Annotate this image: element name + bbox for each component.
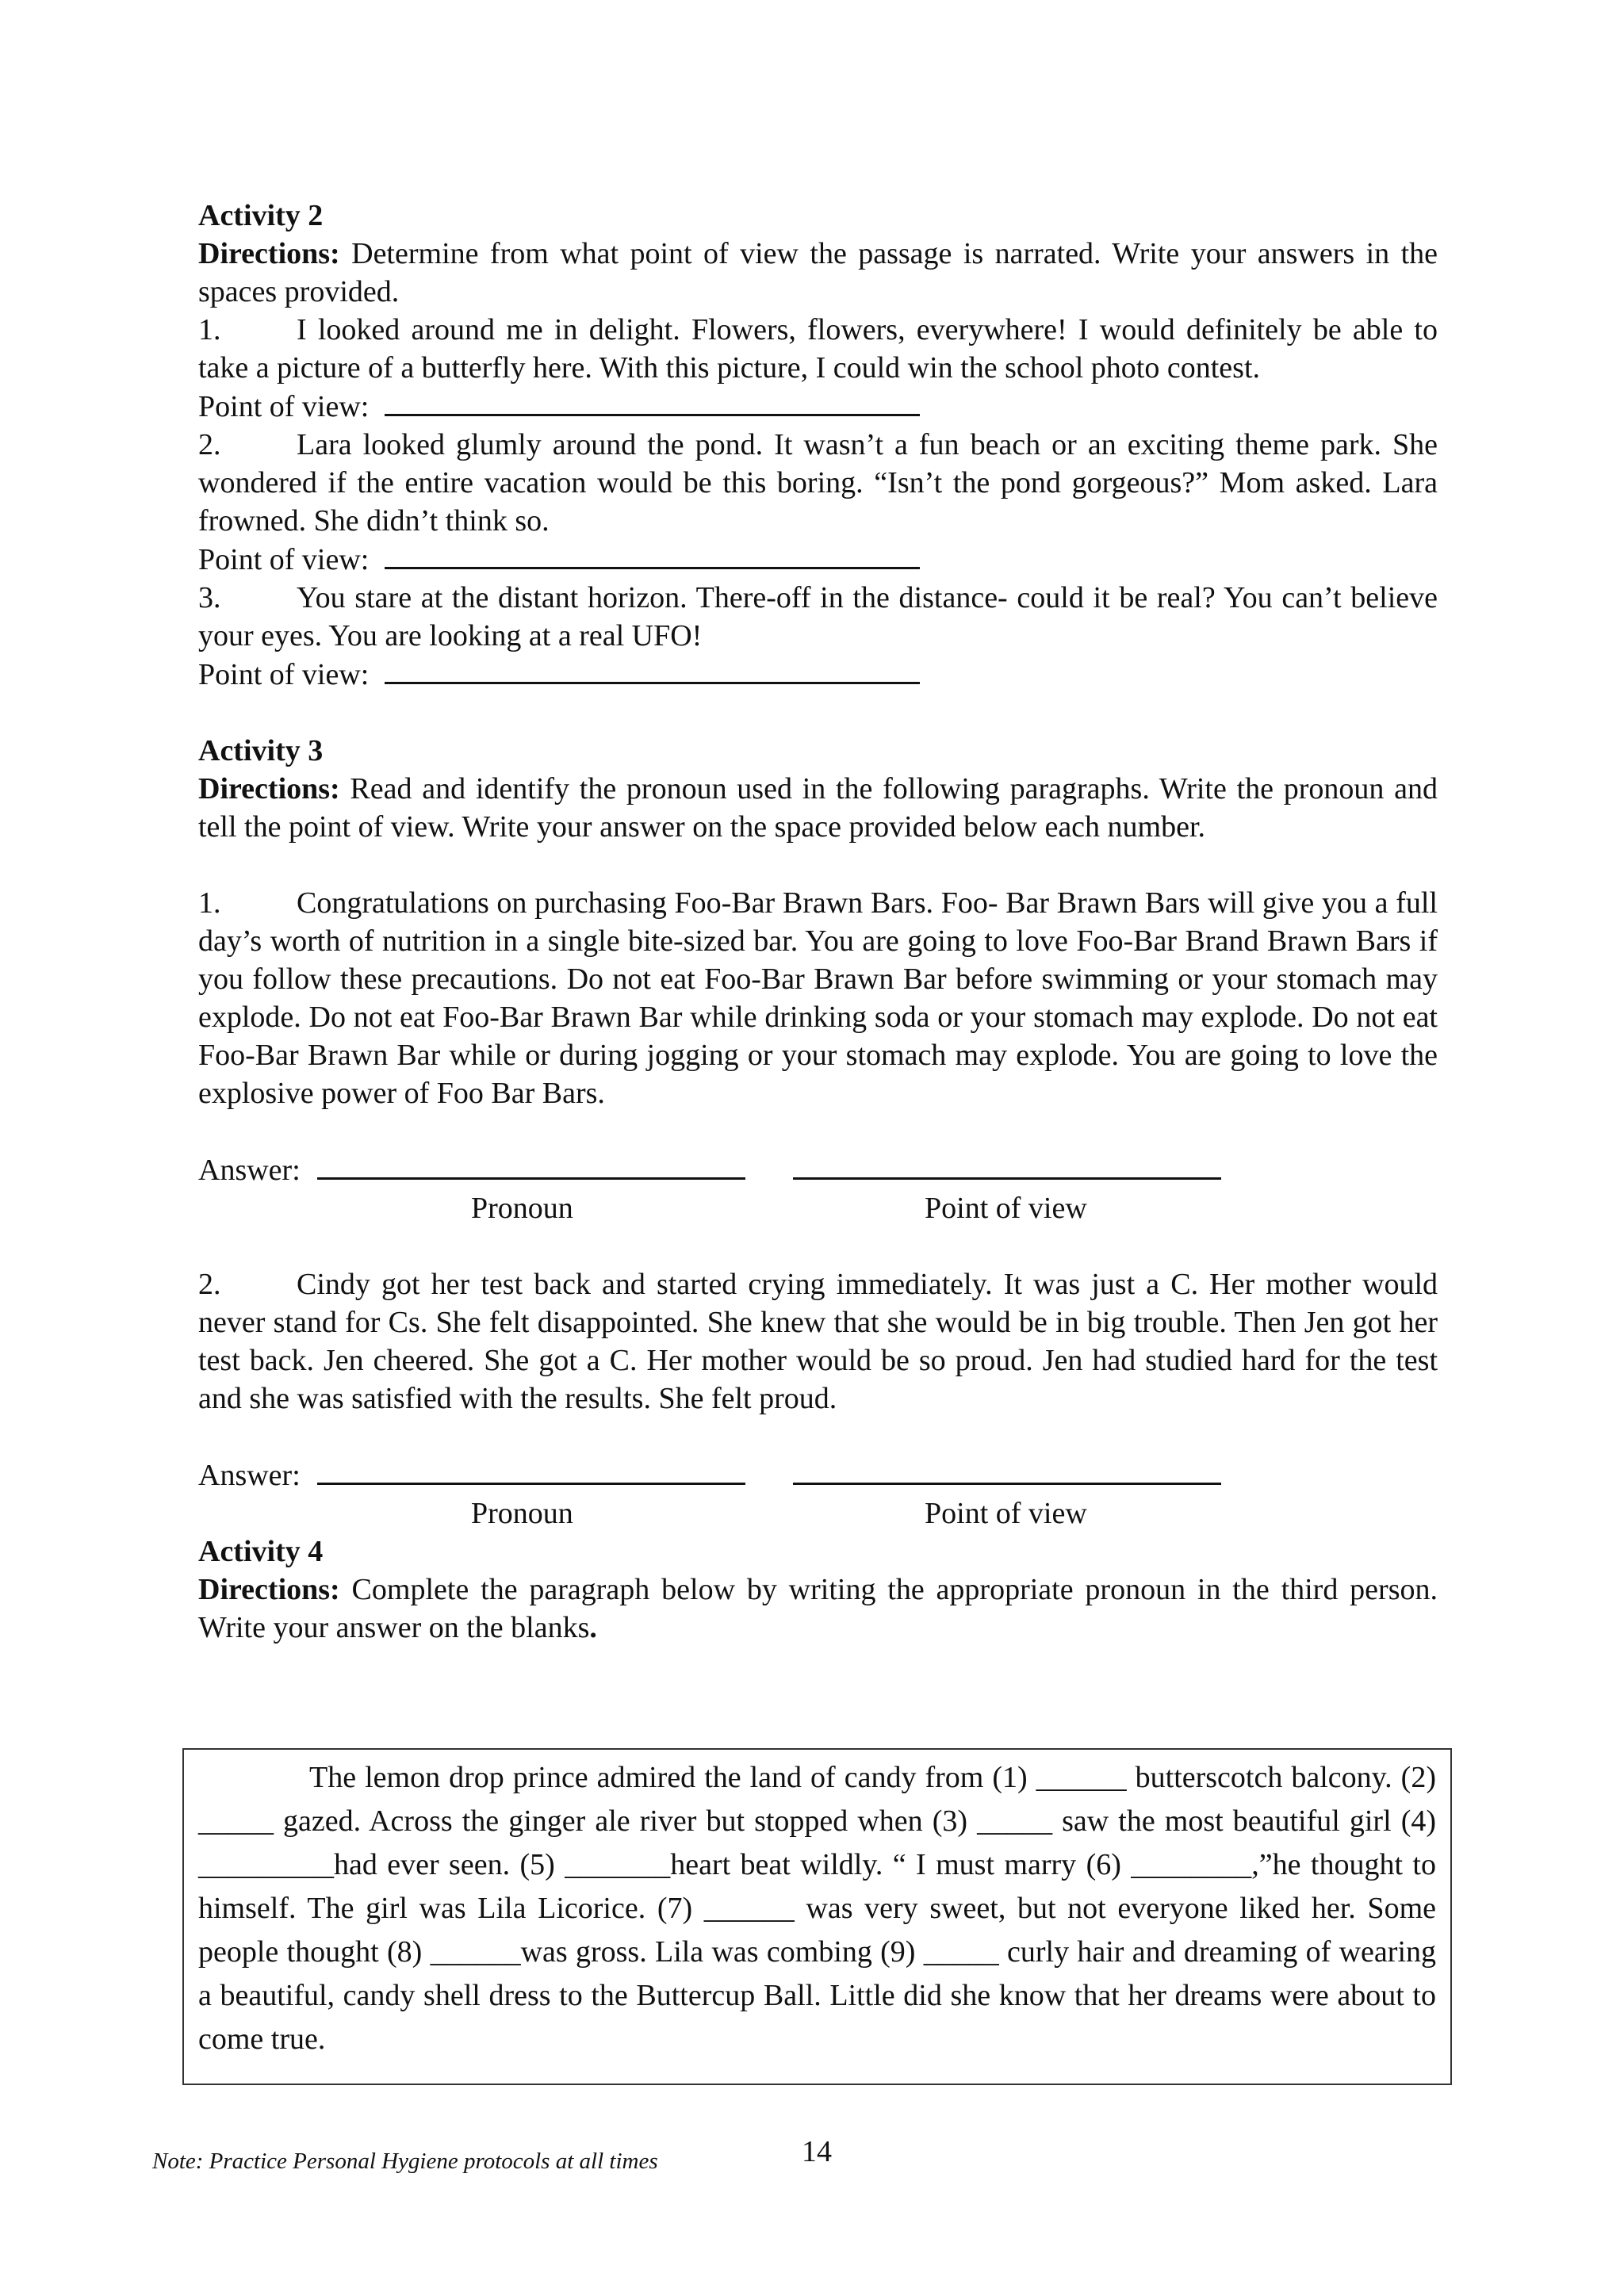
answer-line-2 [198,1456,1438,1494]
pov-answer-line-3 [198,655,1438,694]
directions-label: Directions: [198,237,340,270]
pov-label: Point of view: [198,543,370,576]
directions-text: Determine from what point of view the passage is narrated. Write your answers in the spaces provided. [198,237,1438,308]
item-text: Lara looked glumly around the pond. It wasn’t a fun beach or an exciting theme park. She wondered if the entire vacation would be this boring. “Isn’t the pond gorgeous?” Mom asked. Lara frowned. She didn’t think so. [198,428,1438,538]
item-text: Congratulations on purchasing Foo-Bar Brawn Bars. Foo- Bar Brawn Bars will give you a full day’s worth of nutrition in a single bite-sized bar. You are going to love Foo-Bar Brand Brawn Bars if you follow these precautions. Do not eat Foo-Bar Brawn Bar before swimming or your stomach may explode. Do not eat Foo-Bar Brawn Bar while drinking soda or your stomach may explode. Do not eat Foo-Bar Brawn Bar while or during jogging or your stomach may explode. You are going to love the explosive power of Foo Bar Bars. [198,886,1438,1110]
pov-caption: Point of view [925,1192,1087,1225]
activity-2-item-2 [198,426,1438,540]
footer-note: Note: Practice Personal Hygiene protocols at all times [152,2149,658,2174]
point-of-view-blank[interactable] [793,1150,1221,1180]
fill-in-paragraph: The lemon drop prince admired the land of candy from (1) ______ butterscotch balcony. (2) _____ gazed. Across the ginger ale river but stopped when (3) _____ saw the most beautiful girl (4) _________had ever seen. (5) _______heart beat wildly. “ I must marry (6) ________,”he thought to himself. The girl was Lila Licorice. (7) ______ was very sweet, but not everyone liked her. Some people thought (8) ______was gross. Lila was combing (9) _____ curly hair and dreaming of wearing a beautiful, candy shell dress to the Buttercup Ball. Little did she know that her dreams were about to come true. [198,1761,1436,2056]
item-number: 1. [198,886,221,920]
worksheet-page [198,197,1438,1647]
item-text: I looked around me in delight. Flowers, flowers, everywhere! I would definitely be able to take a picture of a butterfly here. With this picture, I could win the school photo contest. [198,313,1438,385]
pov-blank[interactable] [385,387,920,416]
pov-answer-line-2 [198,540,1438,579]
activity-3-item-1 [198,884,1438,1112]
directions-label: Directions: [198,1573,340,1606]
answer-label: Answer: [198,1459,301,1492]
pronoun-blank[interactable] [317,1150,745,1180]
activity-2-item-3 [198,579,1438,655]
item-number: 2. [198,1268,221,1301]
pov-answer-line-1 [198,387,1438,426]
pov-blank[interactable] [385,540,920,569]
answer-label: Answer: [198,1154,301,1187]
activity-2-title: Activity 2 [198,199,324,232]
fill-in-paragraph-box [182,1748,1452,2085]
pov-caption: Point of view [925,1497,1087,1530]
answer-captions-2 [198,1494,1438,1533]
pov-label: Point of view: [198,658,370,691]
directions-text: Complete the paragraph below by writing the appropriate pronoun in the third person. Write your answer on the blanks [198,1573,1438,1644]
activity-3-item-2 [198,1265,1438,1418]
item-text: You stare at the distant horizon. There-off in the distance- could it be real? You can’t believe your eyes. You are looking at a real UFO! [198,581,1438,652]
spacer [198,1418,1438,1456]
answer-line-1 [198,1150,1438,1189]
item-number: 3. [198,581,221,614]
pronoun-caption: Pronoun [471,1192,573,1225]
pronoun-blank[interactable] [317,1456,745,1485]
activity-2-directions [198,235,1438,311]
activity-4-directions [198,1571,1438,1647]
item-text: Cindy got her test back and started crying immediately. It was just a C. Her mother would never stand for Cs. She felt disappointed. She knew that she would be in big trouble. Then Jen got her test back. Jen cheered. She got a C. Her mother would be so proud. Jen had studied hard for the test and she was satisfied with the results. She felt proud. [198,1268,1438,1415]
activity-4-title: Activity 4 [198,1535,324,1568]
activity-3-directions [198,770,1438,846]
page-number: 14 [802,2135,832,2168]
pov-blank[interactable] [385,655,920,684]
activity-3-title: Activity 3 [198,734,324,767]
directions-end: . [589,1611,597,1644]
spacer [198,694,1438,732]
spacer [198,846,1438,884]
answer-captions-1 [198,1189,1438,1227]
spacer [198,1112,1438,1150]
activity-2-item-1 [198,311,1438,387]
point-of-view-blank[interactable] [793,1456,1221,1485]
pronoun-caption: Pronoun [471,1497,573,1530]
pov-label: Point of view: [198,390,370,423]
item-number: 1. [198,313,221,346]
directions-label: Directions: [198,772,340,806]
spacer [198,1227,1438,1265]
directions-text: Read and identify the pronoun used in the following paragraphs. Write the pronoun and tell the point of view. Write your answer on the space provided below each number. [198,772,1438,844]
item-number: 2. [198,428,221,461]
